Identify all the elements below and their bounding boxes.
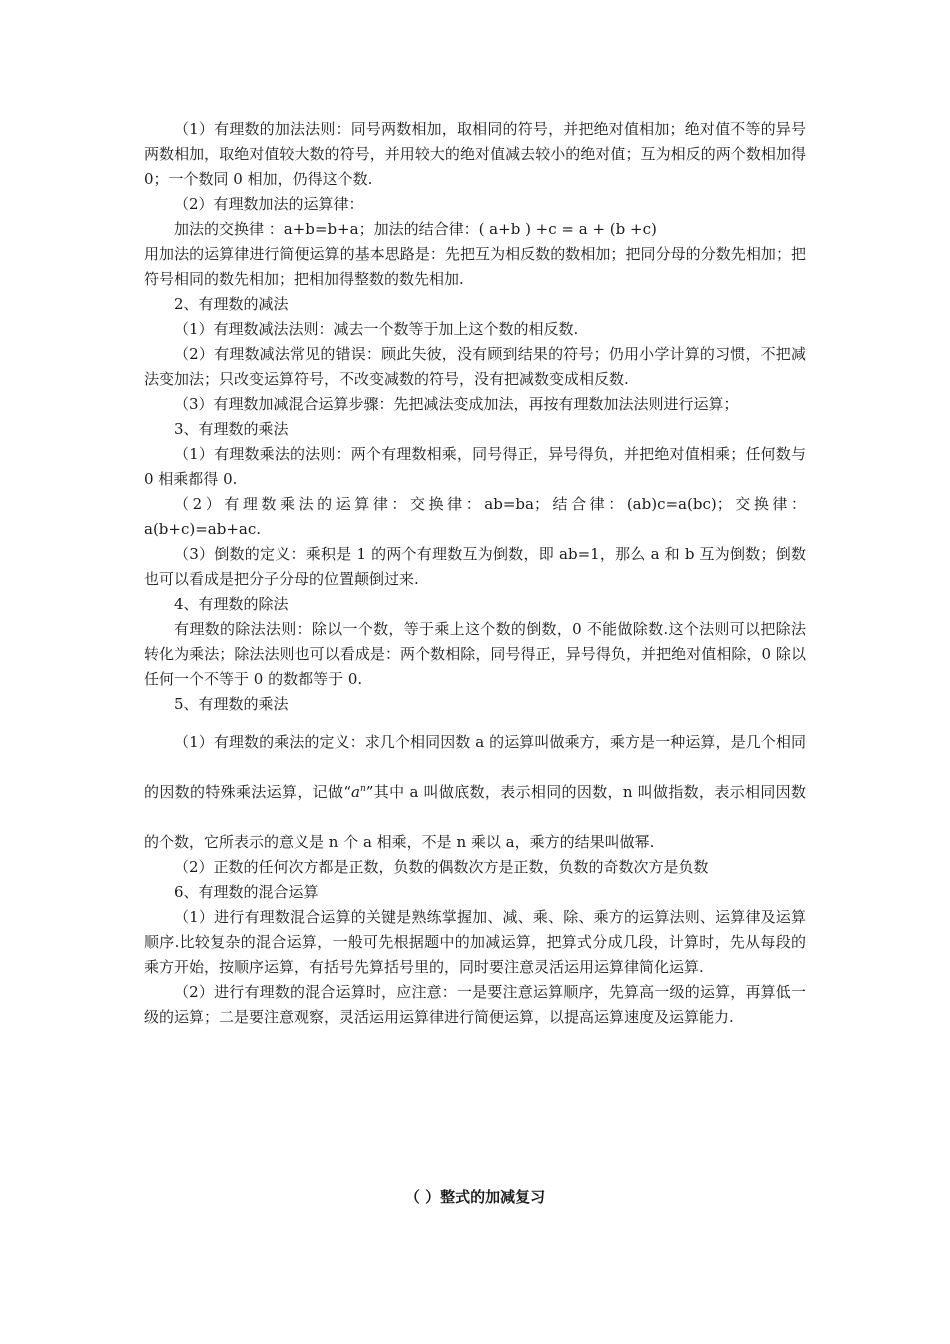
section-heading-power: 5、有理数的乘法 — [174, 695, 289, 713]
paragraph-addition-rule: （1）有理数的加法法则：同号两数相加，取相同的符号，并把绝对值相加；绝对值不等的异号两数相加，取绝对值较大数的符号，并用较大的绝对值减去较小的绝对值；互为相反的两个数相加得 0；一个数同 0 相加，仍得这个数. — [144, 120, 806, 188]
power-exponent: n — [359, 784, 366, 794]
power-base: a — [351, 783, 360, 801]
next-section-title: （ ）整式的加减复习 — [404, 1188, 546, 1206]
paragraph-commutative-associative: 加法的交换律 ：a+b=b+a；加法的结合律：( a+b ) +c = a + (b +c) — [174, 220, 657, 238]
paragraph-mixed-key: （1）进行有理数混合运算的关键是熟练掌握加、减、乘、除、乘方的运算法则、运算律及运算顺序.比较复杂的混合运算，一般可先根据题中的加减运算，把算式分成几段，计算时，先从每段的乘方开始，按顺序运算，有括号先算括号里的，同时要注意灵活运用运算律简化运算. — [144, 908, 806, 976]
paragraph-addition-laws: （2）有理数加法的运算律： — [174, 195, 364, 213]
power-definition-text-start: （1）有理数的乘法的定义：求几个相同因数 a 的运算叫做乘方，乘方是一种运算，是几个相同的因数的特殊乘法运算，记做“ — [144, 733, 806, 801]
section-heading-multiplication: 3、有理数的乘法 — [174, 420, 289, 438]
section-heading-mixed-operations: 6、有理数的混合运算 — [174, 883, 319, 901]
paragraph-multiplication-laws: （2）有理数乘法的运算律：交换律：ab=ba；结合律：(ab)c=a(bc)；交换律：a(b+c)=ab+ac. — [144, 495, 806, 538]
section-heading-division: 4、有理数的除法 — [174, 595, 289, 613]
paragraph-power-signs: （2）正数的任何次方都是正数，负数的偶数次方是正数，负数的奇数次方是负数 — [174, 858, 709, 876]
paragraph-subtraction-errors: （2）有理数减法常见的错误：顾此失彼，没有顾到结果的符号；仍用小学计算的习惯，不把减法变加法；只改变运算符号，不改变减数的符号，没有把减数变成相反数. — [144, 345, 806, 388]
power-notation-formula — [351, 783, 366, 801]
paragraph-power-definition — [144, 717, 806, 867]
section-heading-subtraction: 2、有理数的减法 — [174, 295, 289, 313]
paragraph-mixed-notes: （2）进行有理数的混合运算时，应注意：一是要注意运算顺序，先算高一级的运算，再算低一级的运算；二是要注意观察，灵活运用运算律进行简便运算，以提高运算速度及运算能力. — [144, 983, 806, 1026]
paragraph-multiplication-rule: （1）有理数乘法的法则：两个有理数相乘，同号得正，异号得负，并把绝对值相乘；任何数与 0 相乘都得 0. — [144, 445, 806, 488]
power-definition-text-end: ”其中 a 叫做底数，表示相同的因数，n 叫做指数，表示相同因数的个数，它所表示的意义是 n 个 a 相乘，不是 n 乘以 a，乘方的结果叫做幂. — [144, 783, 806, 851]
paragraph-mixed-steps: （3）有理数加减混合运算步骤：先把减法变成加法，再按有理数加法法则进行运算； — [174, 395, 739, 413]
document-body — [144, 117, 806, 1030]
paragraph-reciprocal-definition: （3）倒数的定义：乘积是 1 的两个有理数互为倒数，即 ab=1，那么 a 和 b 互为倒数；倒数也可以看成是把分子分母的位置颠倒过来. — [144, 545, 806, 588]
paragraph-division-rule: 有理数的除法法则：除以一个数，等于乘上这个数的倒数，0 不能做除数.这个法则可以把除法转化为乘法；除法法则也可以看成是：两个数相除，同号得正，异号得负，并把绝对值相除，0 除以任何一个不等于 0 的数都等于 0. — [144, 620, 806, 688]
paragraph-simplification-idea: 用加法的运算律进行简便运算的基本思路是：先把互为相反数的数相加；把同分母的分数先相加；把符号相同的数先相加；把相加得整数的数先相加. — [144, 245, 806, 288]
paragraph-subtraction-rule: （1）有理数减法法则：减去一个数等于加上这个数的相反数. — [174, 320, 579, 338]
